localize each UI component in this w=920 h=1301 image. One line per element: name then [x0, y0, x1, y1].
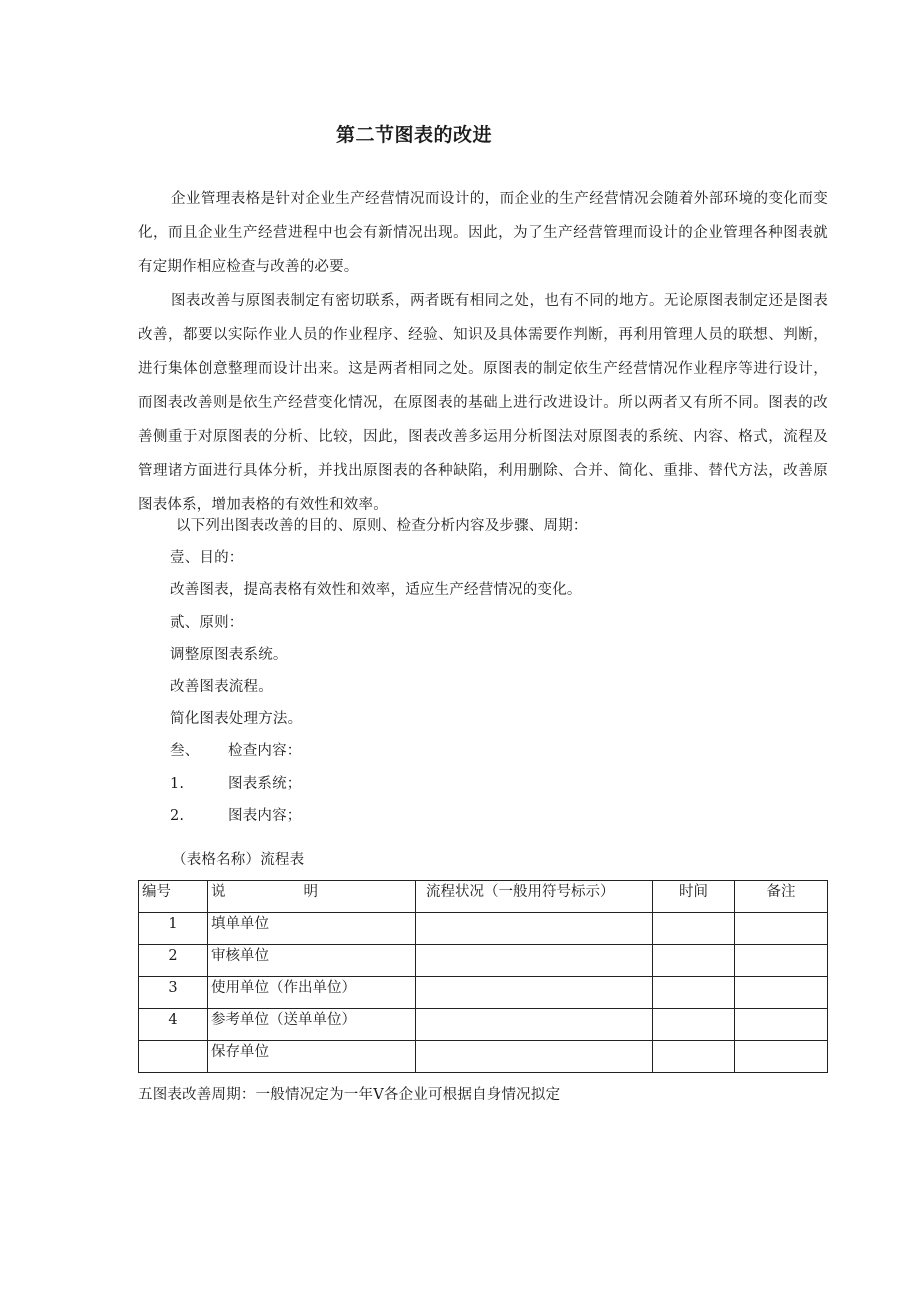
row-status [416, 913, 653, 945]
row-status [416, 1041, 653, 1073]
section1-heading: 壹、目的： [170, 550, 244, 566]
section3-item-num: 1. [170, 776, 185, 792]
section2-item: 改善图表流程。 [170, 679, 273, 695]
section3-item-text: 图表内容； [228, 808, 302, 824]
page-title: 第二节图表的改进 [335, 124, 492, 146]
row-time [653, 1041, 735, 1073]
header-desc-b: 明 [303, 884, 318, 900]
table-row [139, 913, 828, 945]
row-note [735, 1009, 828, 1041]
header-desc [208, 881, 416, 913]
row-status [416, 1009, 653, 1041]
row-note [735, 977, 828, 1009]
section3-item-text: 图表系统； [228, 776, 302, 792]
row-num: 4 [139, 1009, 208, 1041]
table-caption: （表格名称）流程表 [172, 852, 305, 868]
section2-item: 调整原图表系统。 [170, 647, 288, 663]
flow-table [138, 880, 828, 1073]
header-num: 编号 [139, 881, 208, 913]
section1-text: 改善图表，提高表格有效性和效率，适应生产经营情况的变化。 [170, 582, 582, 598]
row-note [735, 1041, 828, 1073]
table-row [139, 1009, 828, 1041]
row-time [653, 977, 735, 1009]
row-time [653, 1009, 735, 1041]
row-desc: 保存单位 [208, 1041, 416, 1073]
paragraph-intro: 企业管理表格是针对企业生产经营情况而设计的，而企业的生产经营情况会随着外部环境的变化而变化，而且企业生产经营进程中也会有新情况出现。因此，为了生产经营管理而设计的企业管理各种图表就有定期作相应检查与改善的必要。 [138, 191, 828, 275]
header-desc-a: 说 [211, 884, 226, 900]
header-status: 流程状况（一般用符号标示） [416, 881, 653, 913]
row-desc: 填单单位 [208, 913, 416, 945]
row-note [735, 945, 828, 977]
row-num: 3 [139, 977, 208, 1009]
section3-heading [170, 741, 302, 761]
section3-num: 叁、 [170, 743, 200, 759]
table-row [139, 1041, 828, 1073]
section2-heading: 贰、原则： [170, 615, 244, 631]
table-row [139, 977, 828, 1009]
row-desc: 审核单位 [208, 945, 416, 977]
table-row [139, 945, 828, 977]
section3-item-num: 2. [170, 808, 185, 824]
row-desc: 使用单位（作出单位） [208, 977, 416, 1009]
section3-item [170, 774, 302, 794]
section3-item [170, 806, 302, 826]
row-time [653, 945, 735, 977]
row-desc: 参考单位（送单单位） [208, 1009, 416, 1041]
row-num [139, 1041, 208, 1073]
paragraph-comparison: 图表改善与原图表制定有密切联系，两者既有相同之处，也有不同的地方。无论原图表制定还是图表改善，都要以实际作业人员的作业程序、经验、知识及具体需要作判断，再利用管理人员的联想、判断，进行集体创意整理而设计出来。这是两者相同之处。原图表的制定依生产经营情况作业程序等进行设计，而图表改善则是依生产经营变化情况，在原图表的基础上进行改进设计。所以两者又有所不同。图表的改善侧重于对原图表的分析、比较，因此，图表改善多运用分析图法对原图表的系统、内容、格式，流程及管理诸方面进行具体分析，并找出原图表的各种缺陷，利用删除、合并、简化、重排、替代方法，改善原图表体系，增加表格的有效性和效率。 [138, 293, 828, 513]
section2-item: 简化图表处理方法。 [170, 711, 303, 727]
section3-label: 检查内容： [228, 743, 302, 759]
row-status [416, 945, 653, 977]
row-num: 2 [139, 945, 208, 977]
table-header-row [139, 881, 828, 913]
row-time [653, 913, 735, 945]
footer-note: 五图表改善周期：一般情况定为一年Ⅴ各企业可根据自身情况拟定 [138, 1087, 561, 1103]
row-status [416, 977, 653, 1009]
header-note: 备注 [735, 881, 828, 913]
row-num: 1 [139, 913, 208, 945]
list-intro: 以下列出图表改善的目的、原则、检查分析内容及步骤、周期： [176, 518, 588, 534]
row-note [735, 913, 828, 945]
header-time: 时间 [653, 881, 735, 913]
